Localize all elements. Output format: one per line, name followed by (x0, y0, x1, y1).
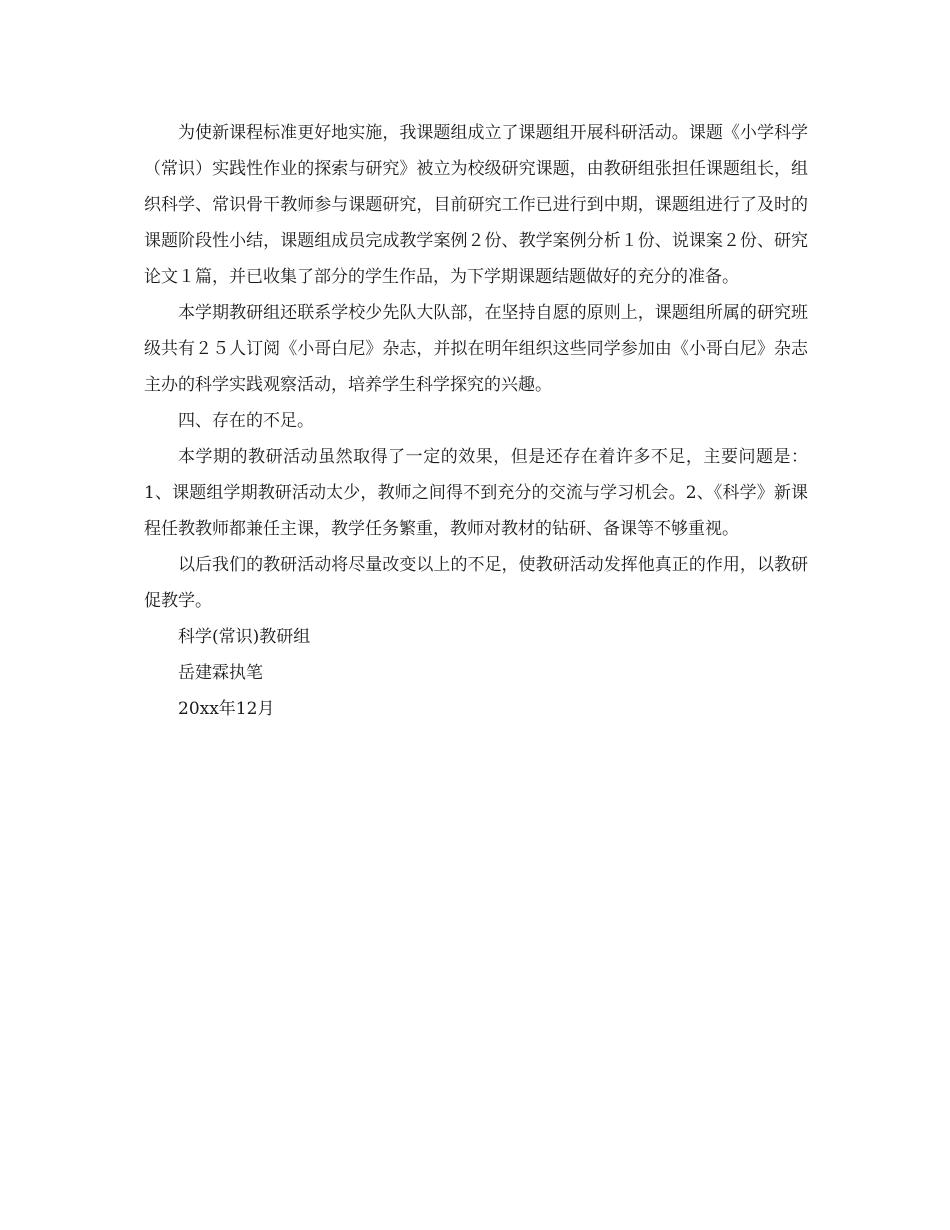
paragraph-shortcomings: 本学期的教研活动虽然取得了一定的效果，但是还存在着许多不足，主要问题是：1、课题组学期教研活动太少，教师之间得不到充分的交流与学习机会。2、《科学》新课程任教教师都兼任主课，教学任务繁重，教师对教材的钻研、备课等不够重视。 (144, 447, 808, 539)
signature-author: 岳建霖执笔 (178, 663, 263, 683)
signature-date: 20xx年12月 (178, 699, 275, 719)
paragraph-research-project: 为使新课程标准更好地实施，我课题组成立了课题组开展科研活动。课题《小学科学（常识）实践性作业的探索与研究》被立为校级研究课题，由教研组张担任课题组长，组织科学、常识骨干教师参与课题研究，目前研究工作已进行到中期，课题组进行了及时的课题阶段性小结，课题组成员完成教学案例２份、教学案例分析１份、说课案２份、研究论文１篇，并已收集了部分的学生作品，为下学期课题结题做好的充分的准备。 (144, 123, 808, 287)
paragraph-magazine-subscription: 本学期教研组还联系学校少先队大队部，在坚持自愿的原则上，课题组所属的研究班级共有２５人订阅《小哥白尼》杂志，并拟在明年组织这些同学参加由《小哥白尼》杂志主办的科学实践观察活动，培养学生科学探究的兴趣。 (144, 303, 808, 395)
signature-group: 科学(常识)教研组 (178, 627, 311, 647)
paragraph-future-plan: 以后我们的教研活动将尽量改变以上的不足，使教研活动发挥他真正的作用，以教研促教学。 (144, 555, 808, 611)
section-heading-shortcomings: 四、存在的不足。 (178, 411, 314, 431)
document-body (144, 115, 808, 727)
